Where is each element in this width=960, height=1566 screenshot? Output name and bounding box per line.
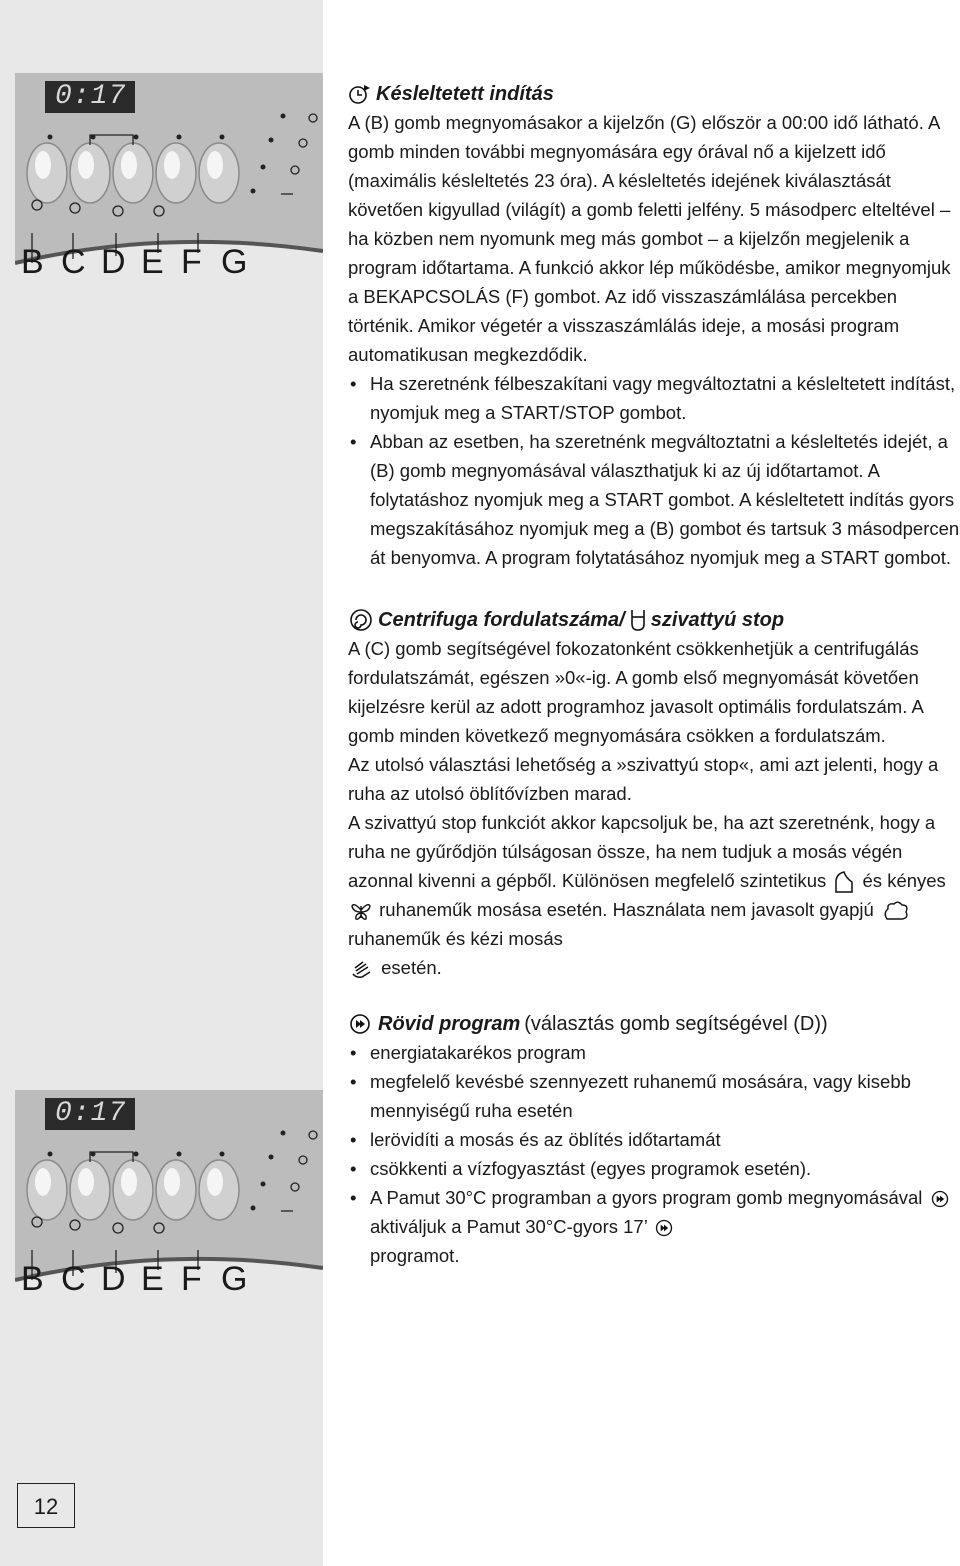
- main-content: [348, 80, 960, 1270]
- list-item: • Ha szeretnénk félbeszakítani vagy megváltoztatni a késleltetett indítást, nyomjuk meg a START/STOP gombot.: [348, 369, 960, 427]
- short-program-icon: [654, 1218, 674, 1238]
- letter-e: E: [141, 1260, 164, 1297]
- letter-d: D: [101, 1260, 126, 1297]
- hand-wash-icon: [350, 958, 374, 980]
- synthetic-icon: [833, 870, 855, 894]
- control-panel-illustration: [15, 73, 323, 280]
- short-bullets: [348, 1038, 960, 1270]
- letter-d: D: [101, 243, 126, 280]
- list-item: • csökkenti a vízfogyasztást (egyes programok esetén).: [348, 1154, 960, 1183]
- control-panel-illustration-2: [15, 1090, 323, 1297]
- spin-paragraph-1: A (C) gomb segítségével fokozatonként csökkenhetjük a centrifugálás fordulatszámát, egészen »0«-ig. A gomb első megnyomását követően kijelzésre kerül az adott programhoz javasolt optimális fordulatszám. A gomb minden következő megnyomására csökken a fordulatszám.: [348, 638, 923, 746]
- section-heading: Centrifuga fordulatszáma/ szivattyú stop: [348, 606, 960, 634]
- delicate-butterfly-icon: [350, 900, 372, 922]
- letter-f: F: [181, 243, 202, 280]
- short-program-icon: [930, 1189, 950, 1209]
- list-item: • Abban az esetben, ha szeretnénk megváltoztatni a késleltetés idejét, a (B) gomb megnyomásával választhatjuk ki az új időtartamot. A folytatáshoz nyomjuk meg a START gombot. A késleltetett indítás gyors megszakításához nyomjuk meg a (B) gombot és tartsuk 3 másodpercen át benyomva. A program folytatásához nyomjuk meg a START gombot.: [348, 427, 960, 572]
- time-display: 0:17: [45, 81, 135, 113]
- letter-g: G: [221, 1260, 248, 1297]
- wool-icon: [881, 899, 911, 923]
- spin-paragraph-2: Az utolsó választási lehetőség a »szivattyú stop«, ami azt jelenti, hogy a ruha az utolsó öblítővízben marad.: [348, 754, 939, 804]
- sidebar: [0, 0, 323, 1566]
- list-item: • A Pamut 30°C programban a gyors program gomb megnyomásával aktiváljuk a Pamut 30°C-gyors 17’ programot.: [348, 1183, 960, 1270]
- time-display-2: 0:17: [45, 1098, 135, 1130]
- document-code: [0, 1430, 18, 1510]
- list-item: • energiatakarékos program: [348, 1038, 960, 1067]
- delay-paragraph: A (B) gomb megnyomásakor a kijelzőn (G) először a 00:00 idő látható. A gomb minden további megnyomására egy órával nő a kijelzett idő (maximális késleltetés 23 óra). A késleltetés idejének kiválasztását követően kigyullad (világít) a gomb feletti jelfény. 5 másodperc elteltével – ha közben nem nyomunk meg más gombot – a kijelzőn megjelenik a program időtartama. A funkció akkor lép működésbe, amikor megnyomjuk a BEKAPCSOLÁS (F) gombot. Az idő visszaszámlálása percekben történik. Amikor végetér a visszaszámlálás ideje, a mosási program automatikusan megkezdődik.: [348, 112, 951, 365]
- section-short-program: [348, 1010, 960, 1270]
- letter-f: F: [181, 1260, 202, 1297]
- spin-icon: [348, 608, 374, 632]
- list-item: • megfelelő kevésbé szennyezett ruhanemű mosására, vagy kisebb mennyiségű ruha esetén: [348, 1067, 960, 1125]
- section-heading: Késleltetett indítás: [348, 80, 960, 108]
- letter-b: B: [21, 243, 44, 280]
- button-letters-2: [21, 1260, 261, 1297]
- section-spin: [348, 606, 960, 982]
- button-letters: [21, 243, 261, 280]
- letter-g: G: [221, 243, 248, 280]
- letter-c: C: [61, 243, 86, 280]
- clock-delay-icon: [348, 83, 372, 105]
- letter-b: B: [21, 1260, 44, 1297]
- delay-bullets: [348, 369, 960, 572]
- section-delayed-start: [348, 80, 960, 572]
- pump-stop-icon: [629, 608, 647, 632]
- letter-e: E: [141, 243, 164, 280]
- section-heading: Rövid program (választás gomb segítségével (D)): [348, 1010, 960, 1038]
- letter-c: C: [61, 1260, 86, 1297]
- page-number: 12: [17, 1483, 75, 1528]
- spin-paragraph-3: A szivattyú stop funkciót akkor kapcsoljuk be, ha azt szeretnénk, hogy a ruha ne gyűrődjön túlságosan össze, ha nem tudjuk a mosás végén azonnal kivenni a gépből. Különösen megfelelő szintetikus és kényes ruhaneműk mosása esetén. Használata nem javasolt gyapjú ruhaneműk és kézi mosás esetén.: [348, 808, 960, 982]
- short-program-icon: [348, 1012, 374, 1036]
- list-item: • lerövidíti a mosás és az öblítés időtartamát: [348, 1125, 960, 1154]
